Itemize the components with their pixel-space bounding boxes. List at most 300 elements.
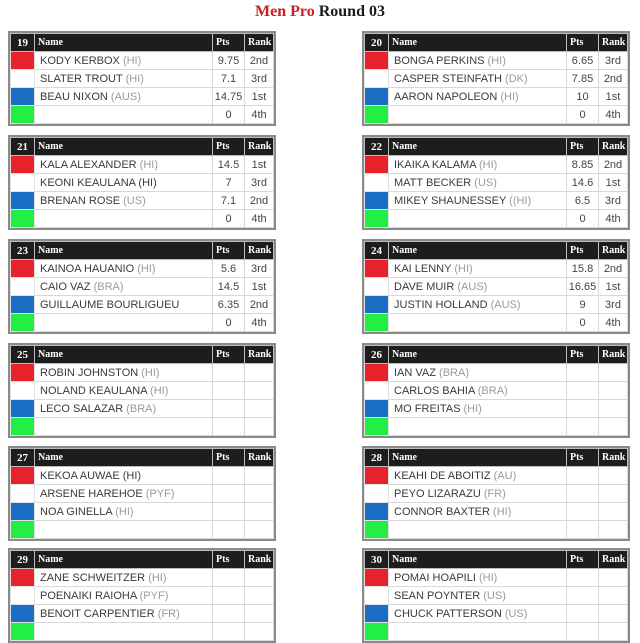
rank-header: Rank	[245, 449, 274, 467]
rider-points	[213, 418, 245, 436]
jersey-color-red	[365, 260, 389, 278]
rider-rank	[599, 587, 628, 605]
rank-header: Rank	[245, 346, 274, 364]
rider-row	[365, 192, 628, 210]
rider-points	[567, 605, 599, 623]
pts-header: Pts	[567, 34, 599, 52]
rider-name: ARSENE HAREHOE	[40, 487, 143, 500]
rider-points: 14.6	[567, 174, 599, 192]
jersey-color-blue	[11, 88, 35, 106]
rider-rank	[245, 587, 274, 605]
rider-points	[567, 418, 599, 436]
jersey-color-green	[365, 623, 389, 641]
rider-row	[11, 605, 274, 623]
jersey-color-blue	[11, 605, 35, 623]
rider-country: (HI)	[454, 262, 473, 275]
pts-header: Pts	[213, 551, 245, 569]
rider-country: (PYF)	[145, 487, 175, 500]
rider-name: GUILLAUME BOURLIGUEU	[40, 298, 180, 311]
rider-row	[365, 314, 628, 332]
jersey-color-red	[365, 364, 389, 382]
pts-header: Pts	[213, 138, 245, 156]
heat-table-28	[362, 446, 630, 541]
rider-points: 7.1	[213, 70, 245, 88]
rider-country: (DK)	[505, 72, 528, 85]
rider-name: IAN VAZ	[394, 366, 436, 379]
rider-name-cell	[35, 485, 213, 503]
rider-name-cell	[35, 296, 213, 314]
rider-row	[365, 521, 628, 539]
heat-table-19	[8, 31, 276, 126]
jersey-color-red	[11, 156, 35, 174]
rider-points	[213, 467, 245, 485]
rider-row	[365, 88, 628, 106]
rider-points	[567, 364, 599, 382]
rider-name-cell	[389, 52, 567, 70]
rider-name-cell	[35, 88, 213, 106]
rider-name: DAVE MUIR	[394, 280, 455, 293]
heat-number: 27	[11, 449, 35, 467]
rider-rank	[245, 467, 274, 485]
pts-header: Pts	[213, 34, 245, 52]
pts-header: Pts	[567, 551, 599, 569]
rider-points: 5.6	[213, 260, 245, 278]
rider-row	[365, 623, 628, 641]
rider-country: (HI)	[139, 158, 158, 171]
rider-rank: 3rd	[245, 174, 274, 192]
rider-country: (HI)	[500, 90, 519, 103]
rider-row	[11, 156, 274, 174]
jersey-color-red	[365, 52, 389, 70]
rider-rank	[245, 623, 274, 641]
rider-points	[213, 503, 245, 521]
rider-name-cell	[389, 70, 567, 88]
rider-name: MATT BECKER	[394, 176, 472, 189]
rider-rank	[245, 382, 274, 400]
heat-header	[365, 138, 628, 156]
heat-number: 21	[11, 138, 35, 156]
rider-name-cell	[389, 503, 567, 521]
rider-rank: 1st	[599, 174, 628, 192]
rider-row	[11, 260, 274, 278]
jersey-color-green	[365, 418, 389, 436]
rider-name-cell	[389, 623, 567, 641]
rider-rank: 4th	[599, 314, 628, 332]
rider-row	[11, 296, 274, 314]
heat-header	[11, 138, 274, 156]
rider-row	[365, 569, 628, 587]
rider-name-cell	[389, 569, 567, 587]
jersey-color-blue	[365, 400, 389, 418]
rider-name-cell	[389, 174, 567, 192]
name-header: Name	[389, 138, 567, 156]
heat-number: 25	[11, 346, 35, 364]
heat-table-21	[8, 135, 276, 230]
rider-rank	[599, 382, 628, 400]
rider-rank: 2nd	[599, 156, 628, 174]
heat-number: 22	[365, 138, 389, 156]
name-header: Name	[35, 449, 213, 467]
rider-rank	[245, 418, 274, 436]
rider-row	[365, 503, 628, 521]
pts-header: Pts	[567, 242, 599, 260]
rider-row	[365, 70, 628, 88]
rider-country: (AUS)	[490, 298, 521, 311]
rider-name: POENAIKI RAIOHA	[40, 589, 137, 602]
rider-rank: 4th	[599, 210, 628, 228]
rider-name-cell	[35, 382, 213, 400]
rider-name-cell	[35, 605, 213, 623]
rider-name: SEAN POYNTER	[394, 589, 481, 602]
rider-points	[567, 382, 599, 400]
jersey-color-green	[11, 106, 35, 124]
rider-country: (AUS)	[110, 90, 141, 103]
rider-name: ZANE SCHWEITZER	[40, 571, 146, 584]
heat-number: 28	[365, 449, 389, 467]
rider-rank	[599, 364, 628, 382]
rider-points: 7	[213, 174, 245, 192]
rider-country: (HI)	[479, 158, 498, 171]
jersey-color-blue	[365, 296, 389, 314]
rider-points	[213, 400, 245, 418]
rider-name-cell	[35, 192, 213, 210]
name-header: Name	[35, 138, 213, 156]
rider-row	[11, 278, 274, 296]
rider-name-cell	[35, 156, 213, 174]
rider-name-cell	[35, 418, 213, 436]
rider-row	[365, 106, 628, 124]
heat-table-26	[362, 343, 630, 438]
rider-country: (HI)	[493, 505, 512, 518]
rider-name: SLATER TROUT	[40, 72, 123, 85]
rider-country: (HI)	[137, 262, 156, 275]
rider-name-cell	[35, 278, 213, 296]
rider-name-cell	[389, 418, 567, 436]
rider-points	[567, 569, 599, 587]
rider-row	[11, 174, 274, 192]
rider-name-cell	[389, 400, 567, 418]
rider-rank	[599, 521, 628, 539]
rider-row	[11, 467, 274, 485]
name-header: Name	[389, 449, 567, 467]
rider-rank	[245, 485, 274, 503]
rider-country: (US)	[474, 176, 497, 189]
jersey-color-white	[365, 485, 389, 503]
rider-rank: 4th	[245, 314, 274, 332]
jersey-color-white	[11, 70, 35, 88]
rider-name-cell	[35, 587, 213, 605]
rank-header: Rank	[245, 551, 274, 569]
rank-header: Rank	[245, 34, 274, 52]
jersey-color-red	[11, 364, 35, 382]
rider-name-cell	[35, 400, 213, 418]
rider-row	[11, 88, 274, 106]
rider-name-cell	[35, 174, 213, 192]
rider-points: 0	[213, 106, 245, 124]
rider-name: KEKOA AUWAE (HI)	[40, 469, 142, 482]
heat-table-29	[8, 548, 276, 643]
jersey-color-white	[11, 278, 35, 296]
rider-country: (HI)	[148, 571, 167, 584]
rider-rank: 3rd	[245, 260, 274, 278]
jersey-color-green	[11, 521, 35, 539]
rider-rank: 3rd	[599, 192, 628, 210]
rank-header: Rank	[245, 138, 274, 156]
rider-name: MO FREITAS	[394, 402, 461, 415]
rider-country: (FR)	[483, 487, 506, 500]
rider-name: PEYO LIZARAZU	[394, 487, 481, 500]
rider-name-cell	[35, 467, 213, 485]
rider-points	[567, 503, 599, 521]
heat-table-30	[362, 548, 630, 643]
jersey-color-white	[365, 278, 389, 296]
name-header: Name	[35, 34, 213, 52]
rider-rank	[599, 467, 628, 485]
heat-table-25	[8, 343, 276, 438]
jersey-color-blue	[365, 503, 389, 521]
rider-rank: 1st	[245, 88, 274, 106]
rider-rank: 2nd	[245, 52, 274, 70]
rider-points: 14.75	[213, 88, 245, 106]
jersey-color-green	[365, 314, 389, 332]
rider-name: BONGA PERKINS	[394, 54, 485, 67]
jersey-color-green	[365, 210, 389, 228]
rider-name: JUSTIN HOLLAND	[394, 298, 488, 311]
rider-rank: 1st	[245, 278, 274, 296]
rider-row	[365, 52, 628, 70]
heat-number: 29	[11, 551, 35, 569]
rank-header: Rank	[599, 551, 628, 569]
rider-country: (AUS)	[457, 280, 488, 293]
heat-table-22	[362, 135, 630, 230]
heat-table-24	[362, 239, 630, 334]
rider-name: CASPER STEINFATH	[394, 72, 502, 85]
pts-header: Pts	[213, 346, 245, 364]
rider-row	[11, 364, 274, 382]
heat-header	[365, 34, 628, 52]
rider-points	[567, 587, 599, 605]
heat-header	[365, 449, 628, 467]
rank-header: Rank	[599, 242, 628, 260]
rider-country: (HI)	[463, 402, 482, 415]
rider-country: (HI)	[487, 54, 506, 67]
rider-country: (US)	[123, 194, 146, 207]
rider-name-cell	[389, 382, 567, 400]
rider-points	[567, 623, 599, 641]
rider-country: (HI)	[478, 571, 498, 584]
rider-name: BRENAN ROSE	[40, 194, 121, 207]
rider-name-cell	[35, 70, 213, 88]
rider-row	[365, 296, 628, 314]
rider-country: (HI)	[122, 54, 142, 67]
rider-country: (PYF)	[139, 589, 169, 602]
name-header: Name	[35, 346, 213, 364]
rider-name-cell	[389, 192, 567, 210]
rider-row	[365, 210, 628, 228]
rider-name-cell	[35, 623, 213, 641]
rider-name: KAI LENNY	[394, 262, 452, 275]
jersey-color-red	[11, 467, 35, 485]
jersey-color-blue	[365, 605, 389, 623]
heat-number: 19	[11, 34, 35, 52]
rider-rank	[599, 503, 628, 521]
jersey-color-white	[11, 587, 35, 605]
page-title	[0, 3, 640, 21]
heat-number: 23	[11, 242, 35, 260]
rider-points: 14.5	[213, 278, 245, 296]
rider-name: NOLAND KEAULANA	[40, 384, 147, 397]
rider-row	[11, 192, 274, 210]
rider-rank	[245, 569, 274, 587]
rider-rank: 4th	[599, 106, 628, 124]
rider-name-cell	[389, 88, 567, 106]
rider-name-cell	[35, 106, 213, 124]
rider-name: LECO SALAZAR	[40, 402, 124, 415]
rider-row	[365, 382, 628, 400]
rider-rank: 1st	[245, 156, 274, 174]
rider-row	[365, 278, 628, 296]
rider-row	[365, 260, 628, 278]
jersey-color-white	[11, 485, 35, 503]
pts-header: Pts	[567, 346, 599, 364]
rider-rank	[599, 623, 628, 641]
pts-header: Pts	[213, 449, 245, 467]
rider-name: KAINOA HAUANIO	[40, 262, 135, 275]
heat-number: 30	[365, 551, 389, 569]
rider-points	[567, 485, 599, 503]
rider-points	[567, 521, 599, 539]
rider-country: (BRA)	[93, 280, 124, 293]
rider-row	[365, 400, 628, 418]
rider-row	[11, 623, 274, 641]
rider-row	[11, 106, 274, 124]
rider-name: NOA GINELLA	[40, 505, 113, 518]
rider-row	[11, 52, 274, 70]
name-header: Name	[389, 551, 567, 569]
rider-name-cell	[389, 106, 567, 124]
heat-header	[11, 346, 274, 364]
rider-rank	[599, 485, 628, 503]
rider-points	[213, 521, 245, 539]
rider-points: 7.85	[567, 70, 599, 88]
rider-points: 0	[213, 210, 245, 228]
jersey-color-red	[11, 260, 35, 278]
rider-name: ROBIN JOHNSTON	[40, 366, 139, 379]
rider-row	[11, 521, 274, 539]
heat-table-20	[362, 31, 630, 126]
rider-points: 0	[567, 314, 599, 332]
rider-points: 10	[567, 88, 599, 106]
rider-name: KEAHI DE ABOITIZ	[394, 469, 491, 482]
rider-rank	[599, 400, 628, 418]
rank-header: Rank	[599, 449, 628, 467]
jersey-color-red	[365, 467, 389, 485]
rider-row	[11, 503, 274, 521]
rider-rank	[599, 605, 628, 623]
pts-header: Pts	[567, 449, 599, 467]
name-header: Name	[389, 34, 567, 52]
rider-country: ((HI)	[509, 194, 532, 207]
jersey-color-white	[365, 587, 389, 605]
jersey-color-white	[365, 382, 389, 400]
rider-country: (AU)	[493, 469, 517, 482]
rider-name-cell	[389, 467, 567, 485]
rider-row	[365, 174, 628, 192]
rank-header: Rank	[599, 138, 628, 156]
jersey-color-blue	[365, 192, 389, 210]
rider-name-cell	[389, 156, 567, 174]
rider-row	[11, 382, 274, 400]
rider-points: 7.1	[213, 192, 245, 210]
rider-row	[11, 418, 274, 436]
rank-header: Rank	[599, 34, 628, 52]
rider-rank: 3rd	[245, 70, 274, 88]
rider-name: CAIO VAZ	[40, 280, 91, 293]
rider-name-cell	[35, 52, 213, 70]
rider-name: CARLOS BAHIA	[394, 384, 475, 397]
rider-country: (HI)	[115, 505, 134, 518]
rider-points	[213, 485, 245, 503]
rider-rank: 2nd	[245, 192, 274, 210]
rider-name: CONNOR BAXTER	[394, 505, 490, 518]
rider-rank: 4th	[245, 106, 274, 124]
rider-points	[213, 587, 245, 605]
rider-name-cell	[389, 296, 567, 314]
heat-header	[11, 449, 274, 467]
heat-number: 24	[365, 242, 389, 260]
name-header: Name	[35, 551, 213, 569]
rider-rank: 1st	[599, 88, 628, 106]
rider-points	[213, 364, 245, 382]
rider-row	[365, 156, 628, 174]
rider-row	[365, 418, 628, 436]
rider-country: (FR)	[157, 607, 180, 620]
pts-header: Pts	[213, 242, 245, 260]
rider-points: 9	[567, 296, 599, 314]
rider-rank: 1st	[599, 278, 628, 296]
rider-rank	[245, 503, 274, 521]
rider-name-cell	[389, 278, 567, 296]
rank-header: Rank	[599, 346, 628, 364]
title-accent: Men Pro	[255, 3, 315, 20]
rider-name-cell	[35, 521, 213, 539]
rider-name: KODY KERBOX	[40, 54, 120, 67]
rider-rank: 3rd	[599, 52, 628, 70]
rider-points	[213, 623, 245, 641]
jersey-color-blue	[11, 296, 35, 314]
rider-name: POMAI HOAPILI	[394, 571, 476, 584]
rider-name-cell	[389, 587, 567, 605]
rider-name-cell	[35, 260, 213, 278]
rider-points: 16.65	[567, 278, 599, 296]
rider-rank	[245, 605, 274, 623]
rider-country: (BRA)	[439, 366, 469, 379]
rider-row	[365, 467, 628, 485]
rider-points: 9.75	[213, 52, 245, 70]
jersey-color-green	[11, 623, 35, 641]
rider-rank	[245, 400, 274, 418]
jersey-color-red	[365, 156, 389, 174]
rider-name: CHUCK PATTERSON	[394, 607, 502, 620]
rider-points: 0	[213, 314, 245, 332]
rider-points	[213, 382, 245, 400]
rider-row	[11, 587, 274, 605]
rider-points	[567, 467, 599, 485]
rider-name-cell	[389, 314, 567, 332]
rider-name-cell	[389, 521, 567, 539]
rider-name-cell	[35, 314, 213, 332]
jersey-color-blue	[11, 192, 35, 210]
